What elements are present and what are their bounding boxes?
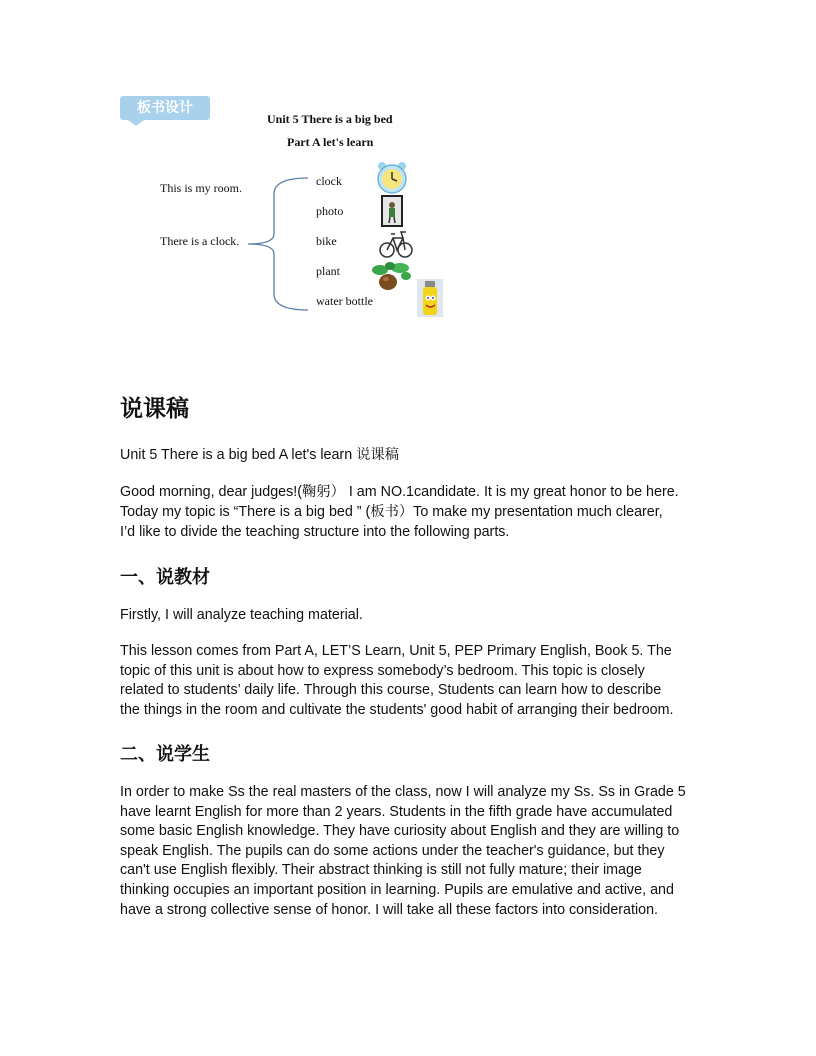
clock-icon bbox=[374, 160, 410, 196]
section1-para-line-1: This lesson comes from Part A, LET’S Learn, Unit 5, PEP Primary English, Book 5. The bbox=[120, 643, 672, 659]
section2-para-line-6: thinking occupies an important position in learning. Pupils are emulative and active, and bbox=[120, 882, 674, 898]
section2-para-line-1: In order to make Ss the real masters of the class, now I will analyze my Ss. Ss in Grade 5 bbox=[120, 784, 686, 800]
intro-line-3: I’d like to divide the teaching structure into the following parts. bbox=[120, 524, 510, 540]
section-heading-students: 二、说学生 bbox=[120, 744, 210, 765]
bike-icon bbox=[379, 228, 413, 260]
water-bottle-icon bbox=[416, 278, 444, 318]
section1-para-line-2: topic of this unit is about how to express somebody’s bedroom. This topic is closely bbox=[120, 663, 645, 679]
word-clock: clock bbox=[316, 174, 342, 188]
intro-line-2: Today my topic is “There is a big bed ” (板书）To make my presentation much clearer, bbox=[120, 504, 663, 520]
section2-para-line-3: some basic English knowledge. They have curiosity about English and they are willing to bbox=[120, 823, 680, 839]
brace-icon bbox=[244, 174, 314, 314]
photo-icon bbox=[381, 195, 403, 227]
section-heading-material: 一、说教材 bbox=[120, 567, 210, 588]
section1-para-line-3: related to students’ daily life. Through this course, Students can learn how to describe bbox=[120, 682, 662, 698]
board-design-tag: 板书设计 bbox=[120, 96, 210, 120]
section2-para-line-5: can't use English flexibly. Their abstract thinking is still not fully mature; their image bbox=[120, 862, 642, 878]
section2-para-line-2: have learnt English for more than 2 years. Students in the fifth grade have accumulated bbox=[120, 804, 673, 820]
section1-line: Firstly, I will analyze teaching material. bbox=[120, 607, 363, 623]
blackboard-design bbox=[118, 92, 458, 322]
section2-para-line-4: speak English. The pupils can do some actions under the teacher's guidance, but they bbox=[120, 843, 665, 859]
subtitle-line: Unit 5 There is a big bed A let's learn 说课稿 bbox=[120, 447, 400, 463]
section1-para-line-4: the things in the room and cultivate the students' good habit of arranging their bedroom. bbox=[120, 702, 674, 718]
board-subtitle: Part A let's learn bbox=[287, 135, 374, 149]
section2-para-line-7: have a strong collective sense of honor. I will take all these factors into consideration. bbox=[120, 902, 659, 918]
board-sentence-room: This is my room. bbox=[160, 181, 243, 195]
word-water-bottle: water bottle bbox=[316, 294, 373, 308]
page-title: 说课稿 bbox=[120, 396, 189, 422]
intro-line-1: Good morning, dear judges!(鞠躬） I am NO.1candidate. It is my great honor to be here. bbox=[120, 484, 679, 500]
board-title: Unit 5 There is a big bed bbox=[267, 112, 393, 126]
plant-icon bbox=[370, 260, 412, 292]
word-bike: bike bbox=[316, 234, 337, 248]
word-photo: photo bbox=[316, 204, 344, 218]
board-sentence-clock: There is a clock. bbox=[160, 234, 240, 248]
word-plant: plant bbox=[316, 264, 340, 278]
